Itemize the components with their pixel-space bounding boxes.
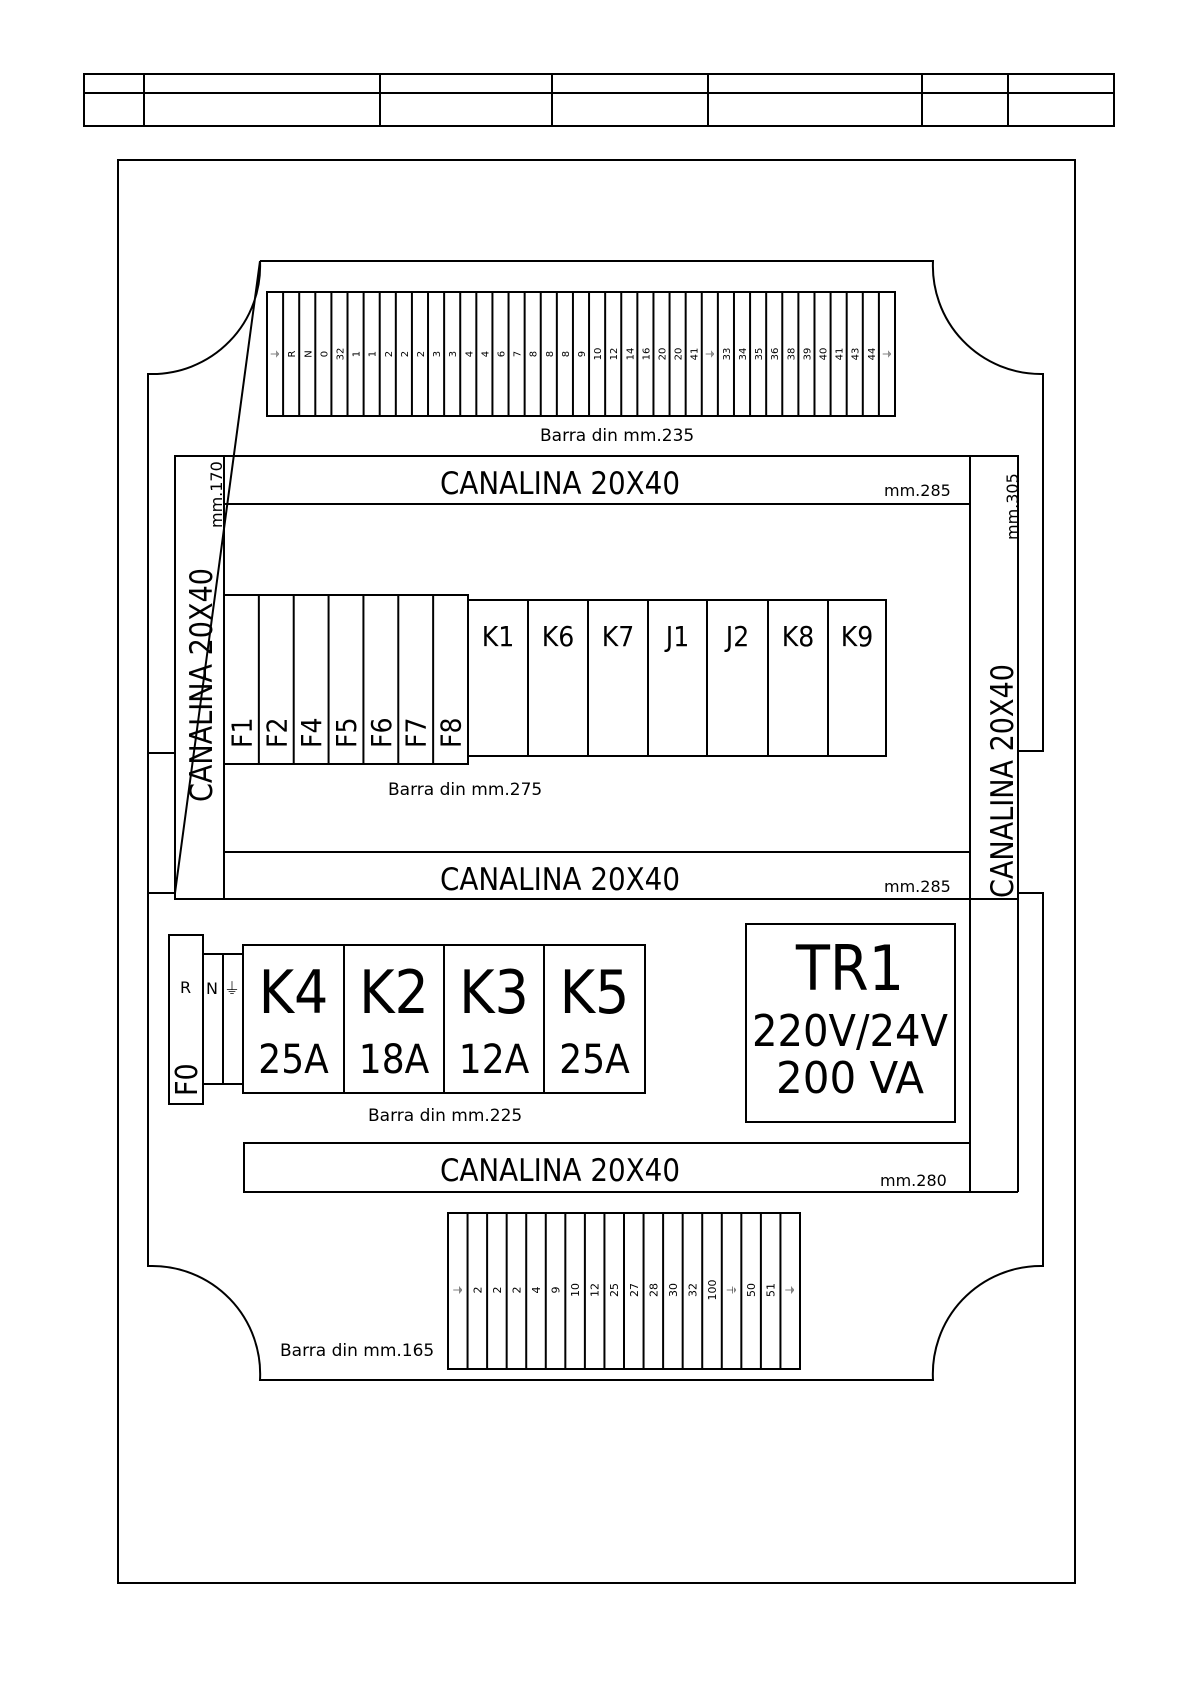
relay-label: K7 bbox=[601, 620, 635, 653]
top-terminal-label: N bbox=[303, 350, 315, 358]
bottom-terminal-label: ⏚ bbox=[451, 1284, 465, 1296]
fuse-label: F6 bbox=[364, 717, 398, 748]
fuse-label: F1 bbox=[225, 717, 259, 748]
top-terminal-label: 2 bbox=[415, 350, 427, 358]
top-terminal-label: 39 bbox=[802, 347, 814, 361]
top-terminal-label: 0 bbox=[319, 350, 331, 358]
contactor-name: K4 bbox=[258, 958, 329, 1028]
relay-label: J1 bbox=[665, 620, 690, 653]
top-terminal-label: 8 bbox=[544, 350, 556, 358]
bottom-terminal-label: 2 bbox=[471, 1286, 485, 1294]
contactor-rating: 12A bbox=[458, 1037, 530, 1083]
upper-duct-bottom-length: mm.285 bbox=[884, 877, 951, 896]
top-terminal-label: 6 bbox=[496, 350, 508, 358]
top-terminal-label: R bbox=[287, 350, 299, 358]
top-terminal-label: 36 bbox=[770, 347, 782, 361]
top-terminal-label: 12 bbox=[609, 347, 621, 361]
relay-label: K1 bbox=[481, 620, 515, 653]
bottom-rail-caption: Barra din mm.165 bbox=[280, 1341, 435, 1361]
relay-label: J2 bbox=[725, 620, 750, 653]
contactor-name: K5 bbox=[559, 958, 630, 1028]
bottom-terminal-label: 10 bbox=[569, 1283, 583, 1297]
top-terminal-label: 4 bbox=[480, 350, 492, 358]
bottom-terminal-label: ⏚ bbox=[784, 1284, 798, 1296]
upper-duct-top-label: CANALINA 20X40 bbox=[440, 466, 680, 502]
lower-duct-length: mm.280 bbox=[880, 1171, 947, 1190]
top-terminal-label: 16 bbox=[641, 347, 653, 361]
upper-duct-bottom-label: CANALINA 20X40 bbox=[440, 862, 680, 898]
right-duct-length: mm.305 bbox=[1003, 473, 1022, 540]
top-terminal-label: ⏚ bbox=[882, 349, 894, 359]
main-fuse-neutral: N bbox=[206, 979, 218, 998]
middle-rail-caption: Barra din mm.275 bbox=[388, 780, 543, 800]
main-fuse-phase: R bbox=[180, 978, 192, 997]
fuse-label: F2 bbox=[260, 717, 294, 748]
upper-duct-left-label: CANALINA 20X40 bbox=[184, 560, 220, 802]
right-duct-label: CANALINA 20X40 bbox=[985, 656, 1021, 898]
top-terminal-label: 4 bbox=[464, 350, 476, 358]
top-rail-caption: Barra din mm.235 bbox=[540, 426, 695, 446]
lower-duct-label: CANALINA 20X40 bbox=[440, 1153, 680, 1189]
bottom-terminal-label: 9 bbox=[549, 1286, 563, 1294]
upper-duct-left-length: mm.170 bbox=[207, 461, 226, 528]
contactor-rating: 25A bbox=[258, 1037, 329, 1083]
main-fuse-label: F0 bbox=[170, 1063, 205, 1096]
top-terminal-label: 35 bbox=[754, 347, 766, 361]
bottom-terminal-label: 2 bbox=[510, 1286, 524, 1294]
earth-icon: ⏚ bbox=[224, 979, 241, 998]
bottom-terminal-label: 12 bbox=[588, 1283, 602, 1297]
top-terminal-label: 1 bbox=[367, 350, 379, 358]
top-terminal-label: 32 bbox=[335, 347, 347, 361]
top-terminal-label: 9 bbox=[577, 350, 588, 358]
title-block bbox=[84, 74, 1114, 126]
relay-label: K6 bbox=[541, 620, 575, 653]
upper-duct bbox=[175, 456, 1018, 899]
transformer-name: TR1 bbox=[795, 932, 905, 1005]
top-terminal-label: 2 bbox=[399, 350, 411, 358]
bottom-terminal-label: 51 bbox=[764, 1283, 778, 1297]
top-terminal-label: 8 bbox=[560, 350, 572, 358]
relay-label: K8 bbox=[781, 620, 815, 653]
contactor-name: K2 bbox=[359, 958, 429, 1028]
bottom-terminal-label: 2 bbox=[490, 1286, 504, 1294]
top-terminal-label: 8 bbox=[528, 350, 540, 358]
top-terminal-label: 41 bbox=[689, 347, 701, 361]
top-terminal-label: 43 bbox=[850, 347, 862, 361]
contactor-rating: 18A bbox=[358, 1037, 430, 1083]
top-terminal-label: ⏚ bbox=[271, 349, 283, 359]
contactor-name: K3 bbox=[459, 958, 529, 1028]
fuse-label: F8 bbox=[434, 717, 468, 748]
top-terminal-label: 41 bbox=[834, 347, 846, 361]
lower-rail-caption: Barra din mm.225 bbox=[368, 1106, 523, 1126]
top-terminal-label: 34 bbox=[738, 347, 750, 361]
fuse-label: F5 bbox=[330, 717, 363, 748]
bottom-terminal-label: 30 bbox=[666, 1283, 680, 1297]
bottom-terminal-label: 50 bbox=[745, 1283, 759, 1297]
relay-label: K9 bbox=[840, 620, 874, 653]
top-terminal-label: 40 bbox=[818, 347, 830, 361]
top-terminal-label: 3 bbox=[448, 350, 460, 358]
top-terminal-label: 3 bbox=[432, 350, 444, 358]
top-terminal-label: 1 bbox=[351, 350, 363, 358]
bottom-terminal-label: ⏚ bbox=[725, 1284, 739, 1296]
top-terminal-label: 33 bbox=[721, 347, 733, 361]
transformer-voltage: 220V/24V bbox=[752, 1006, 948, 1057]
transformer-power: 200 VA bbox=[776, 1053, 924, 1104]
top-terminal-label: 20 bbox=[657, 347, 669, 361]
upper-duct-top-length: mm.285 bbox=[884, 481, 951, 500]
top-terminal-label: 20 bbox=[673, 347, 685, 361]
fuse-label: F7 bbox=[399, 717, 433, 748]
bottom-terminal-label: 27 bbox=[627, 1283, 641, 1297]
top-terminal-label: ⏚ bbox=[705, 349, 717, 359]
top-terminal-label: 7 bbox=[512, 350, 524, 358]
bottom-terminal-label: 25 bbox=[608, 1283, 622, 1297]
top-terminal-label: 38 bbox=[786, 347, 798, 361]
bottom-terminal-label: 4 bbox=[530, 1286, 543, 1294]
top-terminal-label: 10 bbox=[593, 347, 605, 361]
bottom-terminal-label: 28 bbox=[647, 1283, 661, 1297]
top-terminal-label: 44 bbox=[866, 347, 878, 361]
top-terminal-label: 2 bbox=[383, 350, 395, 358]
right-duct bbox=[970, 899, 1018, 1192]
fuse-label: F4 bbox=[295, 717, 329, 748]
top-terminal-label: 14 bbox=[625, 347, 637, 361]
contactor-rating: 25A bbox=[559, 1037, 630, 1083]
bottom-terminal-label: 32 bbox=[686, 1283, 700, 1297]
bottom-terminal-label: 100 bbox=[706, 1279, 719, 1301]
